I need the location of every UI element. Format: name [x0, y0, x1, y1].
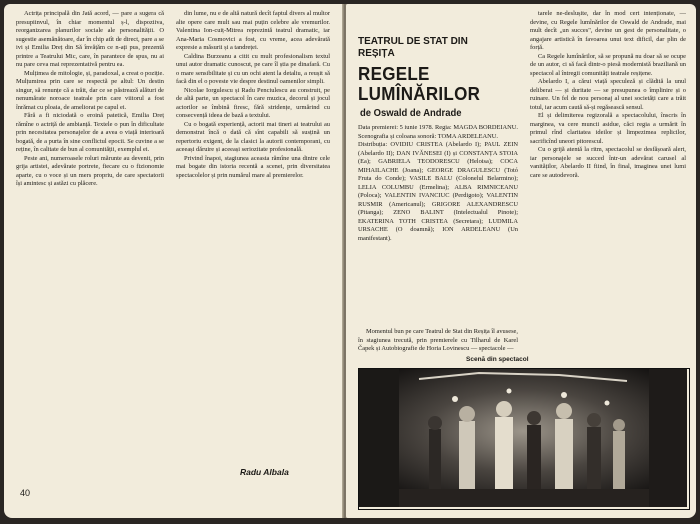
paragraph: Cu o bogată experiență, actorii mai tineri ai teatrului au demonstrat încă o dată că sînt capabili să susțină un repertoriu exigent, de la clasici la autorii contemporani, cu aceeași dăruire și aceeași seriozitate profesională. [176, 120, 330, 153]
paragraph: Abelardo I, a cărui viață speculeză și clădită la unul deliberat — și duritate — se presupunea o împlinire și o ruinare. Un fel de nou personaj al unei societăți care a trăit totul, iar acum caută să-și regăsească sensul. [530, 78, 686, 111]
credits-line: Data premierei: 5 iunie 1978. Regia: MAGDA BORDEIANU. Scenografia și coloana sonoră: TOMA ARDELEANU. [358, 124, 518, 140]
page-number: 40 [20, 488, 31, 498]
paragraph: El și delimiterea regizorală a spectacolului, înscris în marginea, va cere muncii asidue, căci regia a urmărit în primul rînd claritatea ideilor și limpezimea replicilor, sacrificînd uneori pitorescul. [530, 112, 686, 145]
paragraph: Momentul bun pe care Teatrul de Stat din Reșița îl avusese, în stagiunea trecută, prin premierele cu Tilharul de Karel Čapek și Autobiografie de Horia Lovinescu — spectacole — [358, 328, 518, 352]
stage-scene-image [359, 369, 687, 507]
premiere-note [358, 328, 518, 354]
paragraph: Actrița principală din Jată acord, — pare a sugera că presupiinvul, în chiar momentul ș-l, dispoziiva, reorganizarea planurilor sociale ale personalității. O sugestie asemănătoare, dar în chip atît de direct, pare a se ivi și Emilia Dreț din Să învățăm ce n-ați pus, prezentă printre a Teatrului Mic, care, în parantece de spus, nu ai nu pare ceva mai reprezentativă pentru ea. [16, 10, 164, 68]
cast-list: Distribuția: OVIDIU CRISTEA (Abelardo I); PAUL ZEIN (Abelardo II); DAN IVĂNESEI (I) și CONSTANȚA STOIA (Ea); GABRIELA TEODORESCU (Heloisa); COCA MIHAILACHE (Joana); GEORGE DRAGULESCU (Totó Fruta do Conde); VASILE BALU (Colonelul Belarmino); LELIA COLUMBU (Ermelina); ALBA RIMNICEANU (Poloca); VALENTIN IVANCIUC (Perdigoto); VALENTIN RUSMIR (Americanul); GRIGORE ALEXANDRESCU (Pitanga); ZENO BALINT (Intelectualul Pinote); EKATERINA TOTH CRISTEA (Secretara); LUDMILA URSACHE (O doamnă); ION ARDELEANU (Un manifestant). [358, 141, 518, 242]
paragraph: Ca Regele lumînărilor, să se propună nu doar să se ocupe de un autor, ci să facă dintr-o piesă modernistă braziliană un spectacol al întregii comunități teatrale reșițene. [530, 52, 686, 77]
right-page [346, 4, 696, 518]
production-credits [358, 124, 518, 243]
paragraph: din lume, nu e de altă natură decît faptul divers al multor alte opere care mult sau mai puțin celebre ale vremurilor. Valentina Ion-cuiț-Mitrea reprezintă teatrul dramatic, iar Ana-Maria Cosmovici a fost, cu vreme, acea adevărată expresie a măsurii și a tandreței. [176, 10, 330, 51]
paragraph: Mulțimea de mitologie, și, paradoxal, a creat o poziție. Mulțumirea prin care se respectă pe altul: Un destin singur, să renunțe că a trăit, dar ce se păstrează alături de nenumărate noroace teatrale prin care viitorul a fost înrămat cu ploaia, de ameliorat pe capul ei. [16, 69, 164, 111]
paragraph: Caldina Burzeanu a citit cu mult profesionalism textul unui autor dramatic cunoscut, pe care îl știa pe dinafară. Cu o mare sensibilitate și cu un ochi atent la detaliu, a reușit să facă din el o poveste vie despre destinul oamenilor simpli. [176, 52, 330, 85]
paragraph: Nicolae Iorgulescu și Radu Penciulescu au construit, pe de altă parte, un spectacol în care muzica, decorul și jocul actorilor se îmbină firesc, fără stridențe, urmărind cu consecvență ideea de bază a textului. [176, 86, 330, 119]
photo-caption: Scenă din spectacol [466, 356, 529, 363]
left-page [4, 4, 344, 518]
paragraph: Privind înapoi, stagiunea aceasta rămîne una dintre cele mai bogate din istoria recentă a scenei, prin diversitatea spectacolelor și prin numărul mare al premierelor. [176, 154, 330, 179]
paragraph: Cu o grijă atentă la ritm, spectacolul se desfășoară alert, iar personajele se succed într-un adevărat carusel al vanităților, Abelardo II fiind, în final, imaginea unei lumi care se autodevoră. [530, 146, 686, 179]
left-column-1 [16, 10, 164, 480]
stage-photo [358, 368, 690, 510]
paragraph: Peste ani, numeroasele roluri mărunte au devenit, prin grija artistei, adevărate portrete, fiecare cu o fizionomie aparte, cu o voce și un mers propriu, de care spectatorii își amintesc și astăzi cu plăcere. [16, 154, 164, 187]
right-column-3 [530, 10, 686, 350]
author-signature: Radu Albala [240, 467, 289, 477]
paragraph: tarele ne-deslușite, dar în mod cert intenționate, — devine, cu Regele lumînărilor de Oswald de Andrade, mai mult decît „un succes", devine un gest de personalitate, o angajare artistică în favoarea unui text dificil, dar plin de forță. [530, 10, 686, 51]
paragraph: Fără a fi niciodată o eroină patetică, Emilia Dreț rămîne o actriță de ambianță. Textele o pun în dificultate prin necesitatea personajelor de a avea o viață interioară bogată, de a purta în sine conflictul epocii. Se cuvine a se reține, în calitate de bun al comunității, exemplul ei. [16, 112, 164, 153]
article-byline: de Oswald de Andrade [360, 107, 462, 119]
left-column-2 [176, 10, 330, 462]
article-title: REGELE LUMÎNĂRILOR [358, 63, 481, 104]
theatre-name: TEATRUL DE STAT DIN REȘIȚA [358, 36, 468, 59]
